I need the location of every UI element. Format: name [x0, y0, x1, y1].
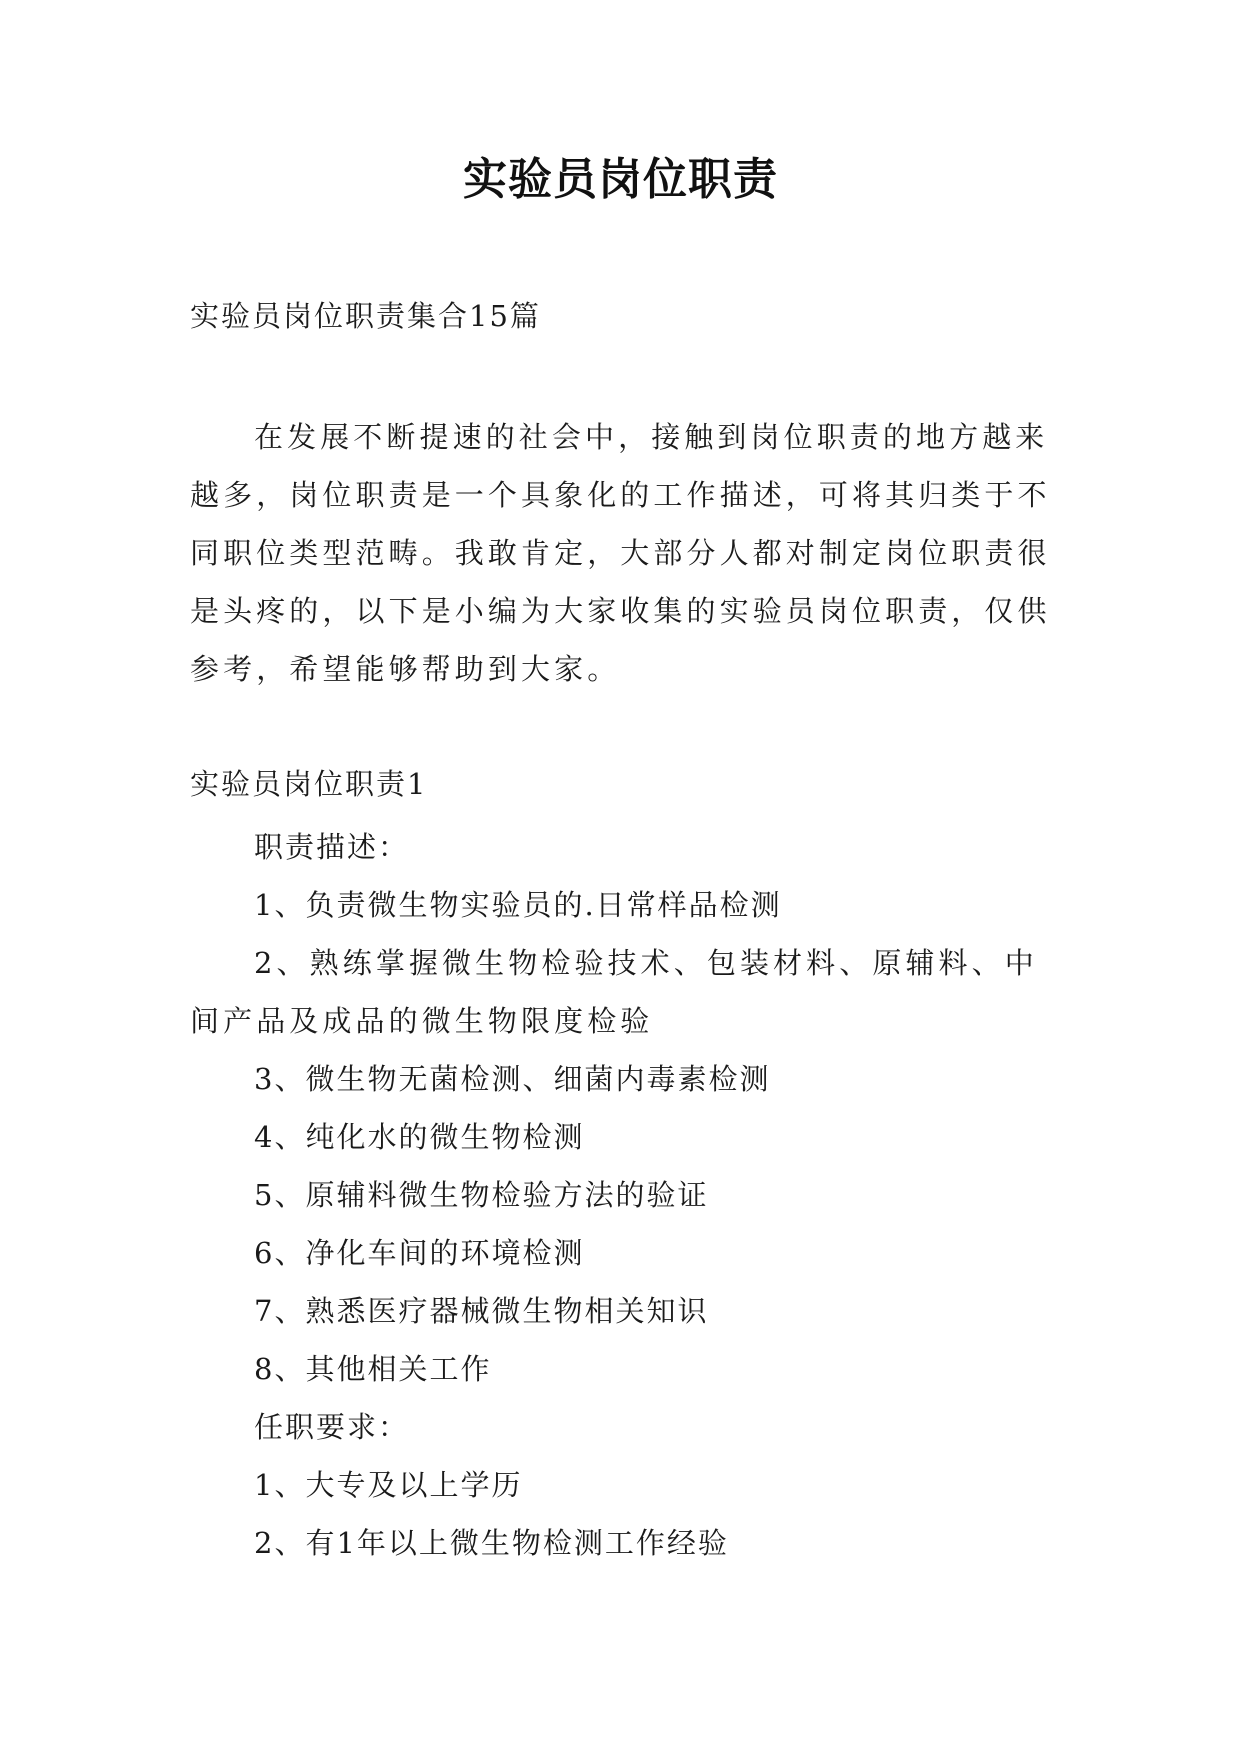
- document-title: 实验员岗位职责: [463, 154, 778, 205]
- section-heading: 实验员岗位职责1: [190, 767, 428, 801]
- list-item: 任职要求：: [254, 1410, 410, 1444]
- list-item: 1、大专及以上学历: [254, 1468, 523, 1502]
- list-item: 1、负责微生物实验员的.日常样品检测: [254, 888, 782, 922]
- list-item: 职责描述：: [254, 830, 410, 864]
- list-item: 2、有1年以上微生物检测工作经验: [254, 1526, 729, 1560]
- list-item: 4、纯化水的微生物检测: [254, 1120, 585, 1154]
- list-item: 8、其他相关工作: [254, 1352, 492, 1386]
- list-item: 3、微生物无菌检测、细菌内毒素检测: [254, 1062, 771, 1096]
- list-item: 7、熟悉医疗器械微生物相关知识: [254, 1294, 709, 1328]
- list-item: 5、原辅料微生物检验方法的验证: [254, 1178, 709, 1212]
- list-item: 2、熟练掌握微生物检验技术、包装材料、原辅料、中间产品及成品的微生物限度检验: [190, 946, 1038, 1038]
- intro-paragraph: 在发展不断提速的社会中，接触到岗位职责的地方越来越多，岗位职责是一个具象化的工作描述，可将其归类于不同职位类型范畴。我敢肯定，大部分人都对制定岗位职责很是头疼的，以下是小编为大家收集的实验员岗位职责，仅供参考，希望能够帮助到大家。: [190, 420, 1051, 686]
- document-subtitle: 实验员岗位职责集合15篇: [190, 299, 541, 333]
- responsibility-list: [190, 818, 1052, 1572]
- list-item: 6、净化车间的环境检测: [254, 1236, 585, 1270]
